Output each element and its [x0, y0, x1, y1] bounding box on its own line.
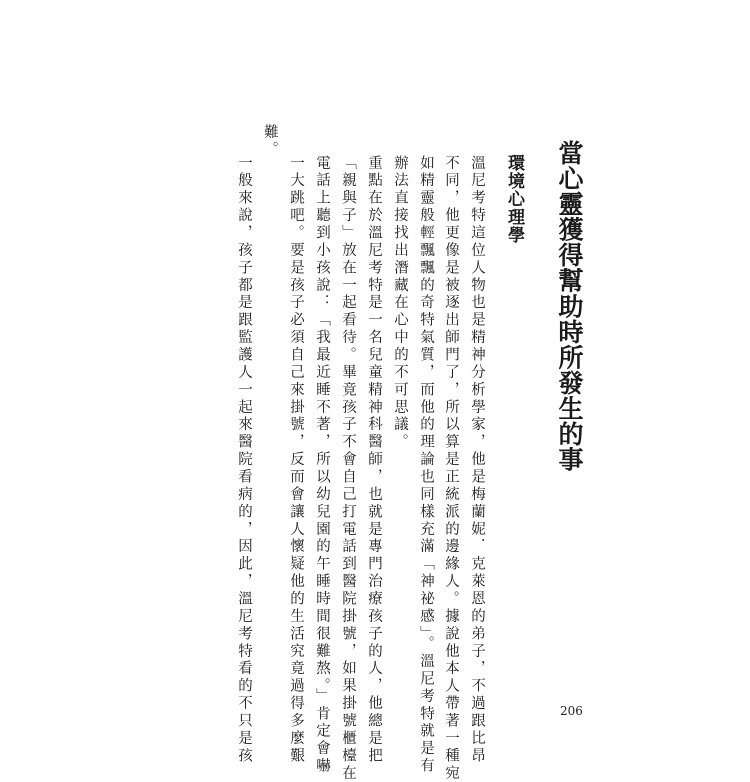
text-column: 不同，他更像是被逐出師門了，所以算是正統派的邊緣人。據說他本人帶著一種宛	[443, 155, 459, 782]
text-column: 溫尼考特這位人物也是精神分析學家，他是梅蘭妮．克萊恩的弟子，不過跟比昂	[469, 155, 485, 766]
text-column: 難。	[262, 124, 278, 159]
section-heading: 環境心理學	[504, 154, 524, 244]
text-column: 辦法直接找出潛藏在心中的不可思議。	[392, 155, 408, 452]
text-column: 一般來說，孩子都是跟監護人一起來醫院看病的，因此，溫尼考特看的不只是孩	[236, 155, 252, 766]
text-column: 如精靈般輕飄飄的奇特氣質，而他的理論也同樣充滿「神祕感」。溫尼考特就是有	[418, 155, 434, 776]
text-column: 重點在於溫尼考特是一名兒童精神科醫師，也就是專門治療孩子的人，他總是把	[366, 155, 382, 766]
text-column: 「親與子」放在一起看待。畢竟孩子不會自己打電話到醫院掛號，如果掛號櫃檯在	[340, 155, 356, 782]
text-column: 一大跳吧。要是孩子必須自己來掛號，反而會讓人懷疑他的生活究竟過得多麼艱	[288, 155, 304, 766]
page-number: 206	[560, 704, 583, 718]
chapter-title: 當心靈獲得幫助時所發生的事	[555, 140, 584, 473]
text-column: 電話上聽到小孩說：「我最近睡不著，所以幼兒園的午睡時間很難熬。」肯定會嚇	[314, 155, 330, 776]
